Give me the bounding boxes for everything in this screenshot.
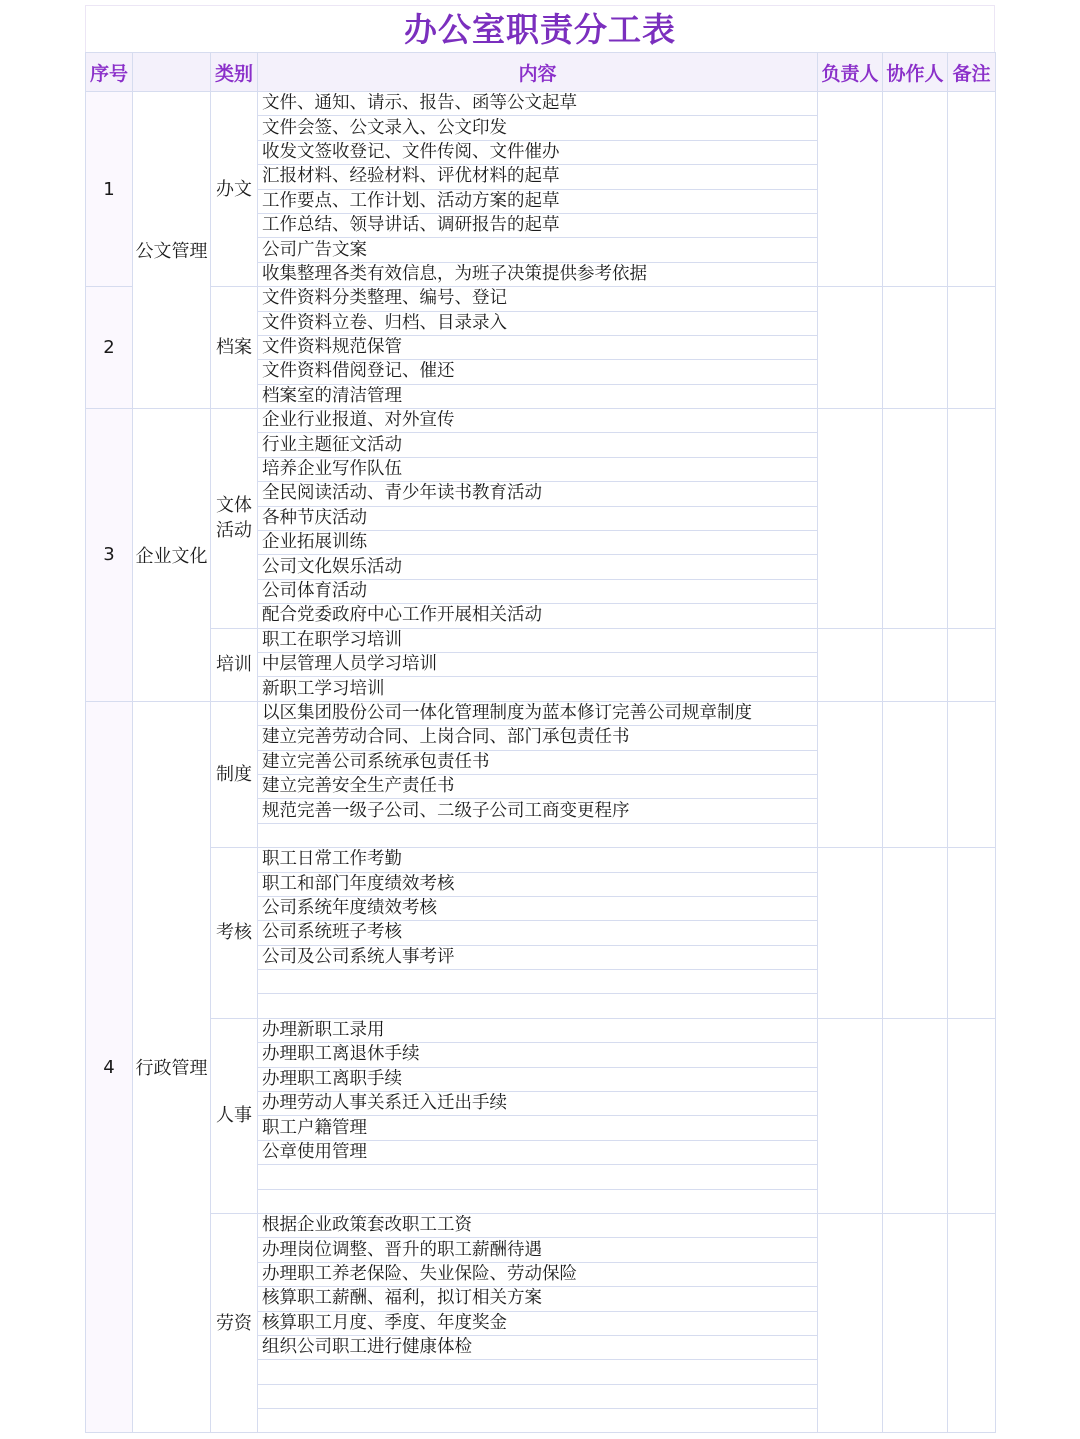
owner-cell [818,287,883,409]
subcategory-cell: 制度 [211,701,258,847]
content-cell: 职工在职学习培训 [258,628,818,652]
content-cell: 公司及公司系统人事考评 [258,945,818,969]
table-row [86,701,996,725]
content-cell: 文件资料分类整理、编号、登记 [258,287,818,311]
content-cell [258,1165,818,1189]
subcategory-cell: 档案 [211,287,258,409]
table-row [86,287,996,311]
content-cell: 新职工学习培训 [258,677,818,701]
content-cell: 核算职工薪酬、福利，拟订相关方案 [258,1287,818,1311]
owner-cell [818,848,883,1019]
header-index: 序号 [86,53,133,92]
subcategory-cell: 办文 [211,92,258,287]
category-cell: 公文管理 [133,92,211,409]
subcategory-cell: 人事 [211,1018,258,1213]
assistant-cell [883,92,948,287]
assistant-cell [883,701,948,847]
content-cell [258,970,818,994]
owner-cell [818,1213,883,1433]
content-cell: 建立完善安全生产责任书 [258,774,818,798]
content-cell: 配合党委政府中心工作开展相关活动 [258,604,818,628]
content-cell: 核算职工月度、季度、年度奖金 [258,1311,818,1335]
content-cell: 公司系统年度绩效考核 [258,896,818,920]
assistant-cell [883,409,948,629]
header-category: 类别 [211,53,258,92]
remark-cell [948,409,996,629]
content-cell: 规范完善一级子公司、二级子公司工商变更程序 [258,799,818,823]
remark-cell [948,848,996,1019]
owner-cell [818,409,883,629]
table-row [86,628,996,652]
content-cell: 办理岗位调整、晋升的职工薪酬待遇 [258,1238,818,1262]
subcategory-cell: 培训 [211,628,258,701]
content-cell [258,823,818,847]
category-cell: 行政管理 [133,701,211,1433]
duty-table [85,52,996,1433]
content-cell: 汇报材料、经验材料、评优材料的起草 [258,165,818,189]
content-cell: 公司文化娱乐活动 [258,555,818,579]
content-cell: 办理职工养老保险、失业保险、劳动保险 [258,1262,818,1286]
remark-cell [948,92,996,287]
table-body [86,92,996,1433]
content-cell: 职工和部门年度绩效考核 [258,872,818,896]
table-row [86,848,996,872]
content-cell: 文件、通知、请示、报告、函等公文起草 [258,92,818,116]
assistant-cell [883,1018,948,1213]
owner-cell [818,628,883,701]
content-cell: 文件会签、公文录入、公文印发 [258,116,818,140]
content-cell [258,1189,818,1213]
owner-cell [818,92,883,287]
content-cell: 全民阅读活动、青少年读书教育活动 [258,482,818,506]
content-cell: 建立完善公司系统承包责任书 [258,750,818,774]
content-cell: 行业主题征文活动 [258,433,818,457]
row-index: 3 [86,409,133,702]
content-cell: 根据企业政策套改职工工资 [258,1213,818,1237]
content-cell: 办理劳动人事关系迁入迁出手续 [258,1092,818,1116]
content-cell: 培养企业写作队伍 [258,457,818,481]
row-index: 2 [86,287,133,409]
remark-cell [948,1018,996,1213]
header-remark: 备注 [948,53,996,92]
remark-cell [948,628,996,701]
remark-cell [948,287,996,409]
content-cell: 各种节庆活动 [258,506,818,530]
content-cell: 企业拓展训练 [258,531,818,555]
header-owner: 负责人 [818,53,883,92]
header-content: 内容 [258,53,818,92]
content-cell: 办理新职工录用 [258,1018,818,1042]
table-row [86,1018,996,1042]
duty-sheet [85,5,995,1433]
content-cell: 公司体育活动 [258,579,818,603]
content-cell [258,1360,818,1384]
content-cell: 收发文签收登记、文件传阅、文件催办 [258,140,818,164]
assistant-cell [883,1213,948,1433]
content-cell: 文件资料规范保管 [258,335,818,359]
owner-cell [818,701,883,847]
content-cell: 公司广告文案 [258,238,818,262]
table-row [86,409,996,433]
assistant-cell [883,628,948,701]
content-cell: 工作要点、工作计划、活动方案的起草 [258,189,818,213]
subcategory-cell: 劳资 [211,1213,258,1433]
row-index: 4 [86,701,133,1433]
assistant-cell [883,287,948,409]
content-cell: 中层管理人员学习培训 [258,652,818,676]
content-cell [258,1384,818,1408]
table-row [86,92,996,116]
content-cell: 文件资料借阅登记、催还 [258,360,818,384]
content-cell: 组织公司职工进行健康体检 [258,1335,818,1359]
table-row [86,1213,996,1237]
subcategory-cell: 考核 [211,848,258,1019]
content-cell: 办理职工离退休手续 [258,1043,818,1067]
subcategory-cell: 文体活动 [211,409,258,629]
content-cell: 公司系统班子考核 [258,921,818,945]
header-assistant: 协作人 [883,53,948,92]
content-cell [258,994,818,1018]
content-cell: 档案室的清洁管理 [258,384,818,408]
content-cell: 公章使用管理 [258,1140,818,1164]
header-row [86,53,996,92]
content-cell: 建立完善劳动合同、上岗合同、部门承包责任书 [258,726,818,750]
content-cell: 以区集团股份公司一体化管理制度为蓝本修订完善公司规章制度 [258,701,818,725]
content-cell: 职工日常工作考勤 [258,848,818,872]
content-cell: 职工户籍管理 [258,1116,818,1140]
content-cell: 收集整理各类有效信息，为班子决策提供参考依据 [258,262,818,286]
category-cell: 企业文化 [133,409,211,702]
remark-cell [948,701,996,847]
content-cell [258,1409,818,1433]
content-cell: 工作总结、领导讲话、调研报告的起草 [258,213,818,237]
owner-cell [818,1018,883,1213]
content-cell: 办理职工离职手续 [258,1067,818,1091]
sheet-title: 办公室职责分工表 [85,5,995,52]
row-index: 1 [86,92,133,287]
remark-cell [948,1213,996,1433]
assistant-cell [883,848,948,1019]
content-cell: 企业行业报道、对外宣传 [258,409,818,433]
header-blank [133,53,211,92]
content-cell: 文件资料立卷、归档、目录录入 [258,311,818,335]
